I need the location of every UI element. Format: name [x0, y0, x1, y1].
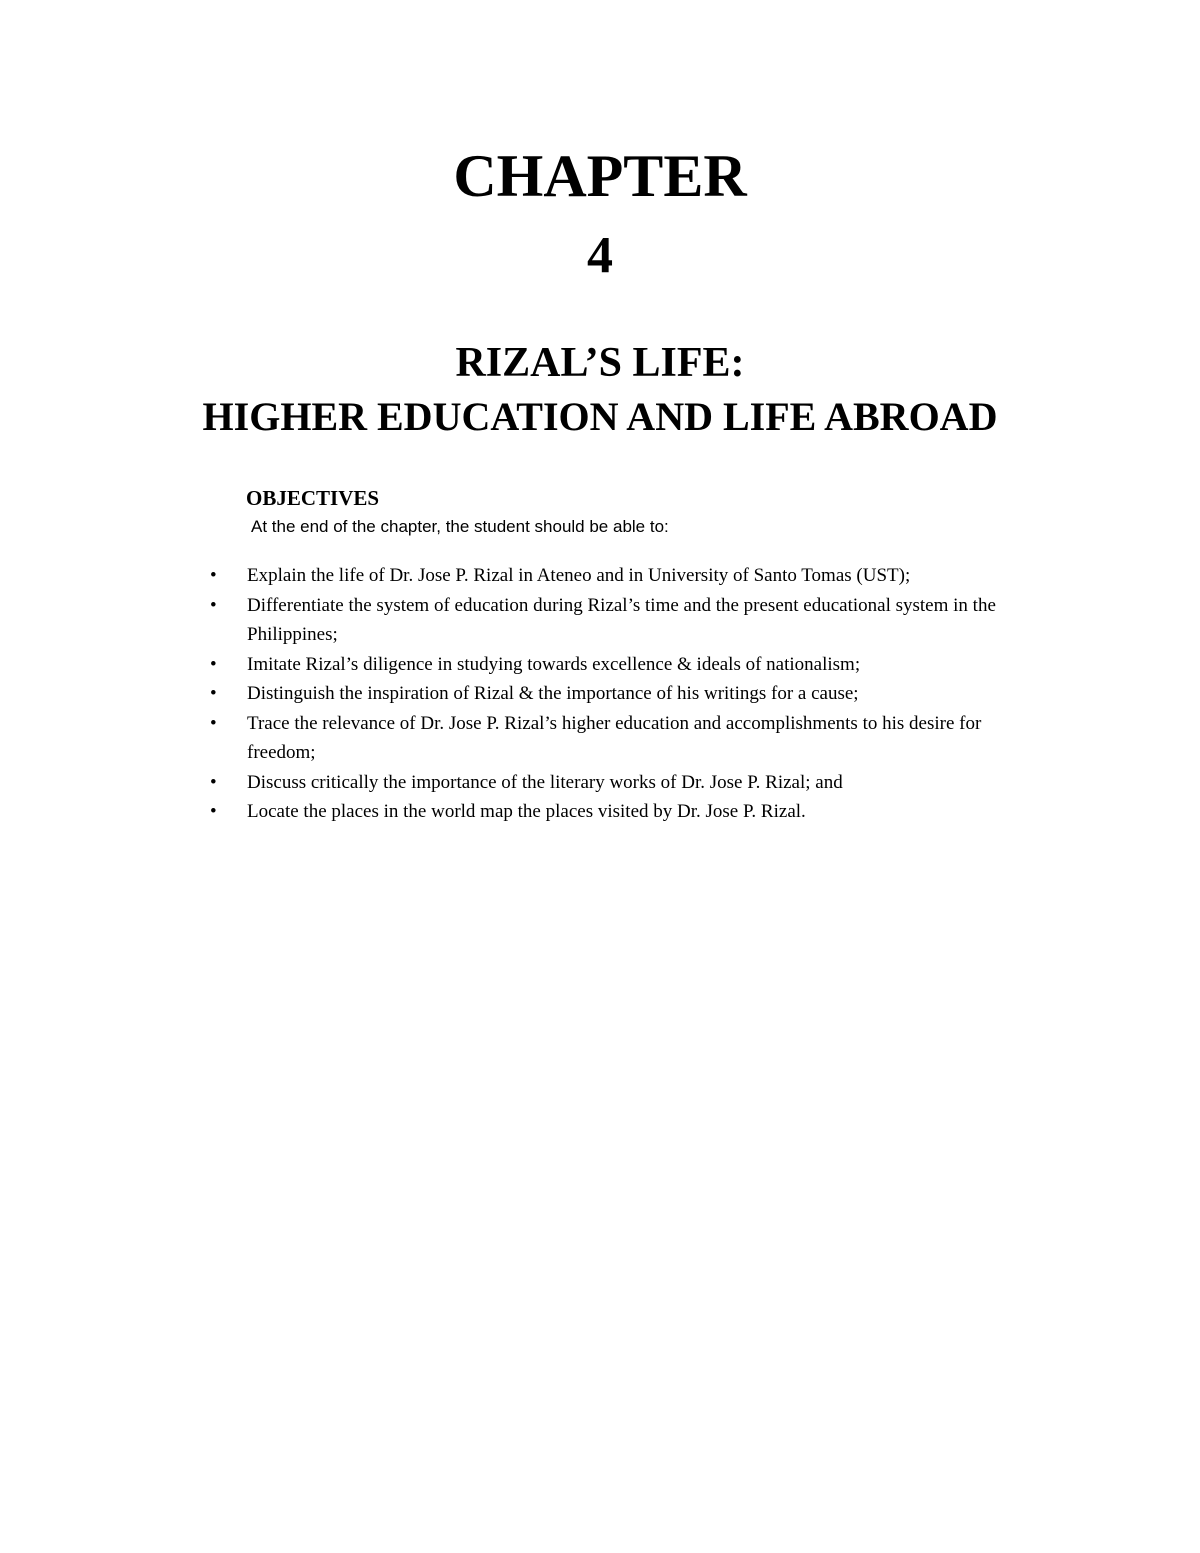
bullet-icon: • — [210, 653, 217, 675]
objective-text: Locate the places in the world map the places visited by Dr. Jose P. Rizal. — [247, 801, 806, 822]
bullet-icon: • — [210, 594, 217, 616]
objective-text: Discuss critically the importance of the literary works of Dr. Jose P. Rizal; and — [247, 771, 843, 793]
bullet-icon: • — [210, 771, 217, 793]
objectives-intro: At the end of the chapter, the student should be able to: — [251, 517, 669, 536]
bullet-icon: • — [210, 801, 217, 822]
chapter-title-line1: RIZAL’S LIFE: — [455, 340, 745, 386]
objective-item — [210, 679, 1010, 709]
objective-item — [210, 768, 1010, 798]
objective-text: Distinguish the inspiration of Rizal & the importance of his writings for a cause; — [247, 683, 859, 704]
objective-text: Trace the relevance of Dr. Jose P. Rizal’s higher education and accomplishments to his desire for freedom; — [247, 712, 982, 763]
bullet-icon: • — [210, 712, 217, 734]
objective-text: Differentiate the system of education during Rizal’s time and the present educational system in the Philippines; — [247, 594, 996, 645]
objective-item — [210, 797, 1010, 827]
objective-item — [210, 561, 1010, 591]
objective-text: Imitate Rizal’s diligence in studying towards excellence & ideals of nationalism; — [247, 653, 861, 675]
objectives-heading: OBJECTIVES — [246, 486, 380, 510]
chapter-label: CHAPTER — [453, 143, 747, 209]
chapter-title-line2: HIGHER EDUCATION AND LIFE ABROAD — [202, 394, 998, 439]
chapter-number: 4 — [587, 227, 613, 284]
objective-text: Explain the life of Dr. Jose P. Rizal in Ateneo and in University of Santo Tomas (UST); — [247, 565, 911, 586]
bullet-icon: • — [210, 565, 217, 586]
objectives-list — [210, 561, 1010, 827]
bullet-icon: • — [210, 683, 217, 704]
objective-item — [210, 650, 1010, 680]
objective-item — [210, 591, 1010, 650]
objective-item — [210, 709, 1010, 768]
